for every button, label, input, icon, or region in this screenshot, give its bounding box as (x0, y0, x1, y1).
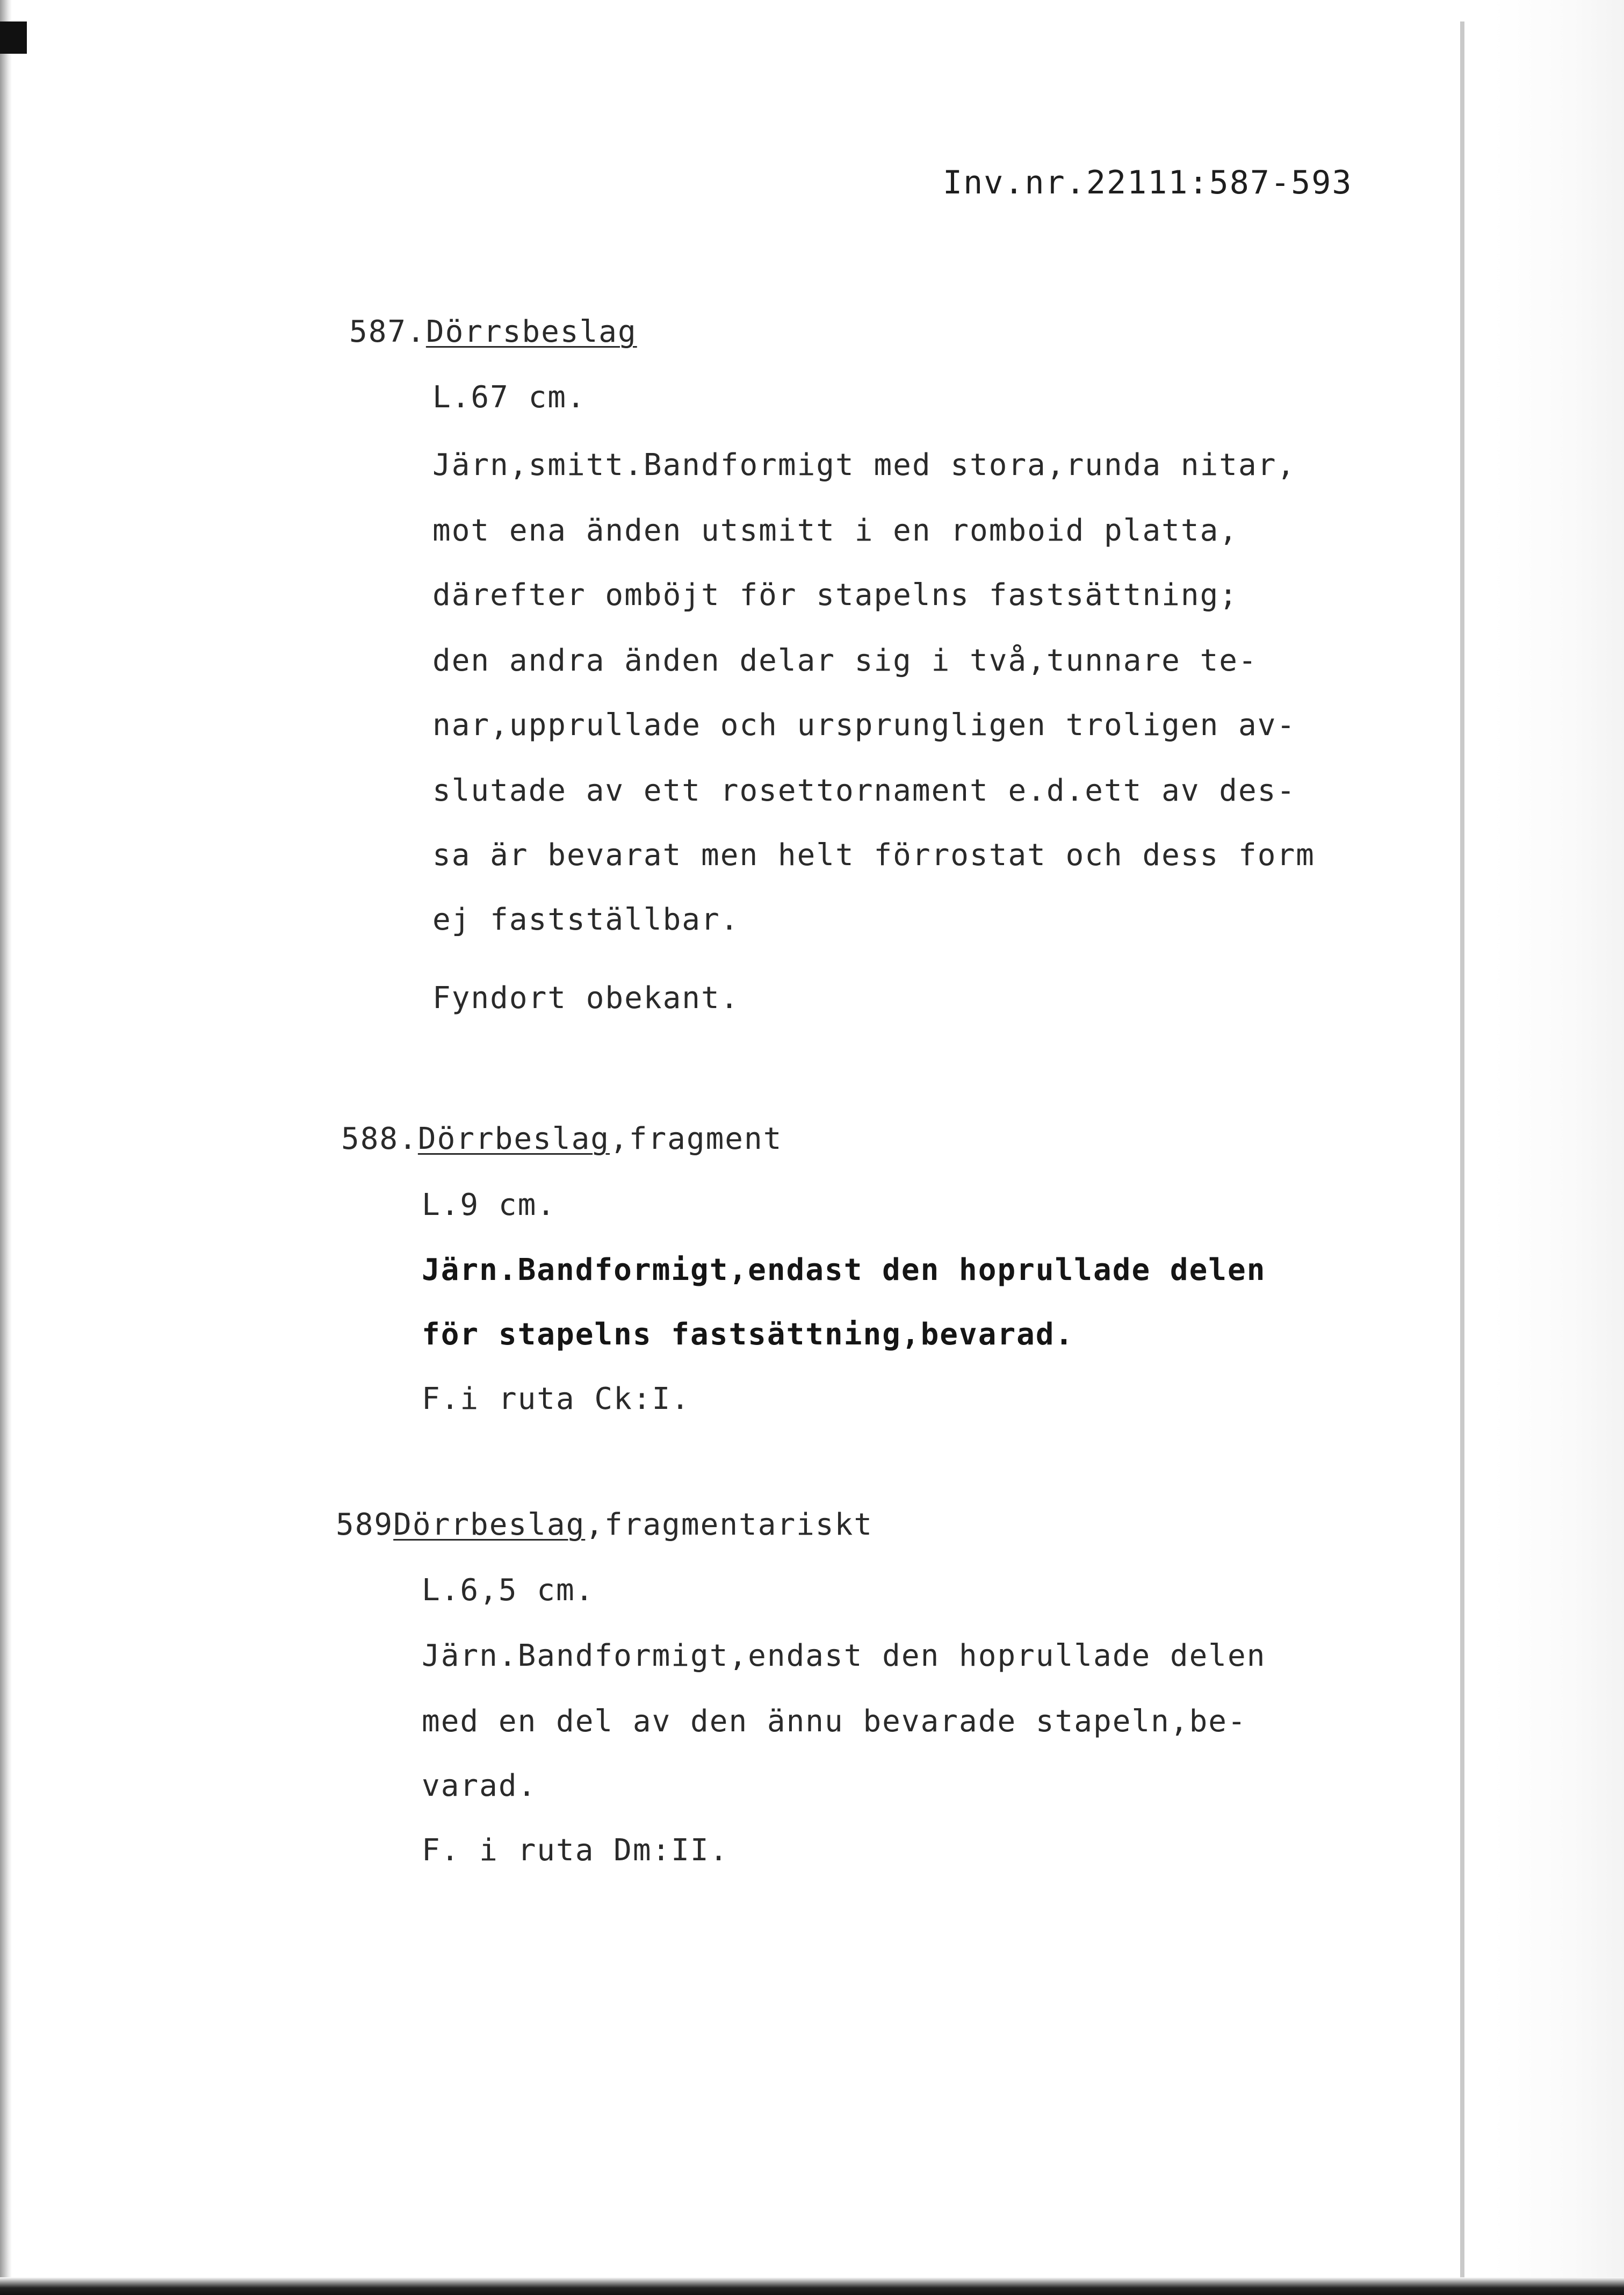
entry-heading (336, 1507, 874, 1542)
entry-line: slutade av ett rosettornament e.d.ett av des- (432, 773, 1296, 808)
entry-line: Järn.Bandformigt,endast den hoprullade delen (422, 1253, 1266, 1287)
entry-line: med en del av den ännu bevarade stapeln,be- (422, 1704, 1247, 1739)
entry-title-suffix: ,fragmentariskt (585, 1507, 874, 1542)
entry-line: varad. (422, 1768, 537, 1803)
scan-edge-mark (0, 21, 27, 54)
entry-line: F. i ruta Dm:II. (422, 1833, 729, 1868)
entry-title: Dörrbeslag (393, 1507, 586, 1542)
entry-line: L.9 cm. (422, 1188, 557, 1222)
entry-line: för stapelns fastsättning,bevarad. (422, 1317, 1074, 1352)
entry-line: den andra änden delar sig i två,tunnare te- (432, 643, 1258, 678)
entry-line: L.67 cm. (432, 380, 586, 415)
scan-edge-right (1460, 21, 1464, 2278)
entry-line: sa är bevarat men helt förrostat och dess form (432, 838, 1315, 873)
scan-edge-bottom (0, 2277, 1624, 2295)
entry-heading (341, 1121, 783, 1156)
entry-line: F.i ruta Ck:I. (422, 1382, 691, 1416)
entry-line: L.6,5 cm. (422, 1573, 595, 1608)
entry-number: 589 (336, 1507, 394, 1542)
entry-title-suffix: ,fragment (610, 1121, 783, 1156)
scan-edge-left (0, 0, 12, 2295)
entry-number: 587. (349, 314, 426, 349)
entry-number: 588. (341, 1121, 418, 1156)
entry-line: ej fastställbar. (432, 902, 740, 937)
entry-heading (349, 314, 637, 349)
inventory-number: Inv.nr.22111:587-593 (943, 164, 1353, 202)
scan-edge-right-shade (1493, 0, 1624, 2295)
entry-line: nar,upprullade och ursprungligen troligen av- (432, 708, 1296, 743)
entry-title: Dörrbeslag (417, 1121, 610, 1156)
entry-line: Järn.Bandformigt,endast den hoprullade delen (422, 1638, 1266, 1673)
entry-line: Järn,smitt.Bandformigt med stora,runda nitar, (432, 448, 1296, 483)
entry-line: mot ena änden utsmitt i en romboid platta, (432, 513, 1239, 548)
entry-line: därefter omböjt för stapelns fastsättning; (432, 578, 1239, 613)
entry-line: Fyndort obekant. (432, 981, 740, 1016)
entry-title: Dörrsbeslag (425, 314, 637, 349)
